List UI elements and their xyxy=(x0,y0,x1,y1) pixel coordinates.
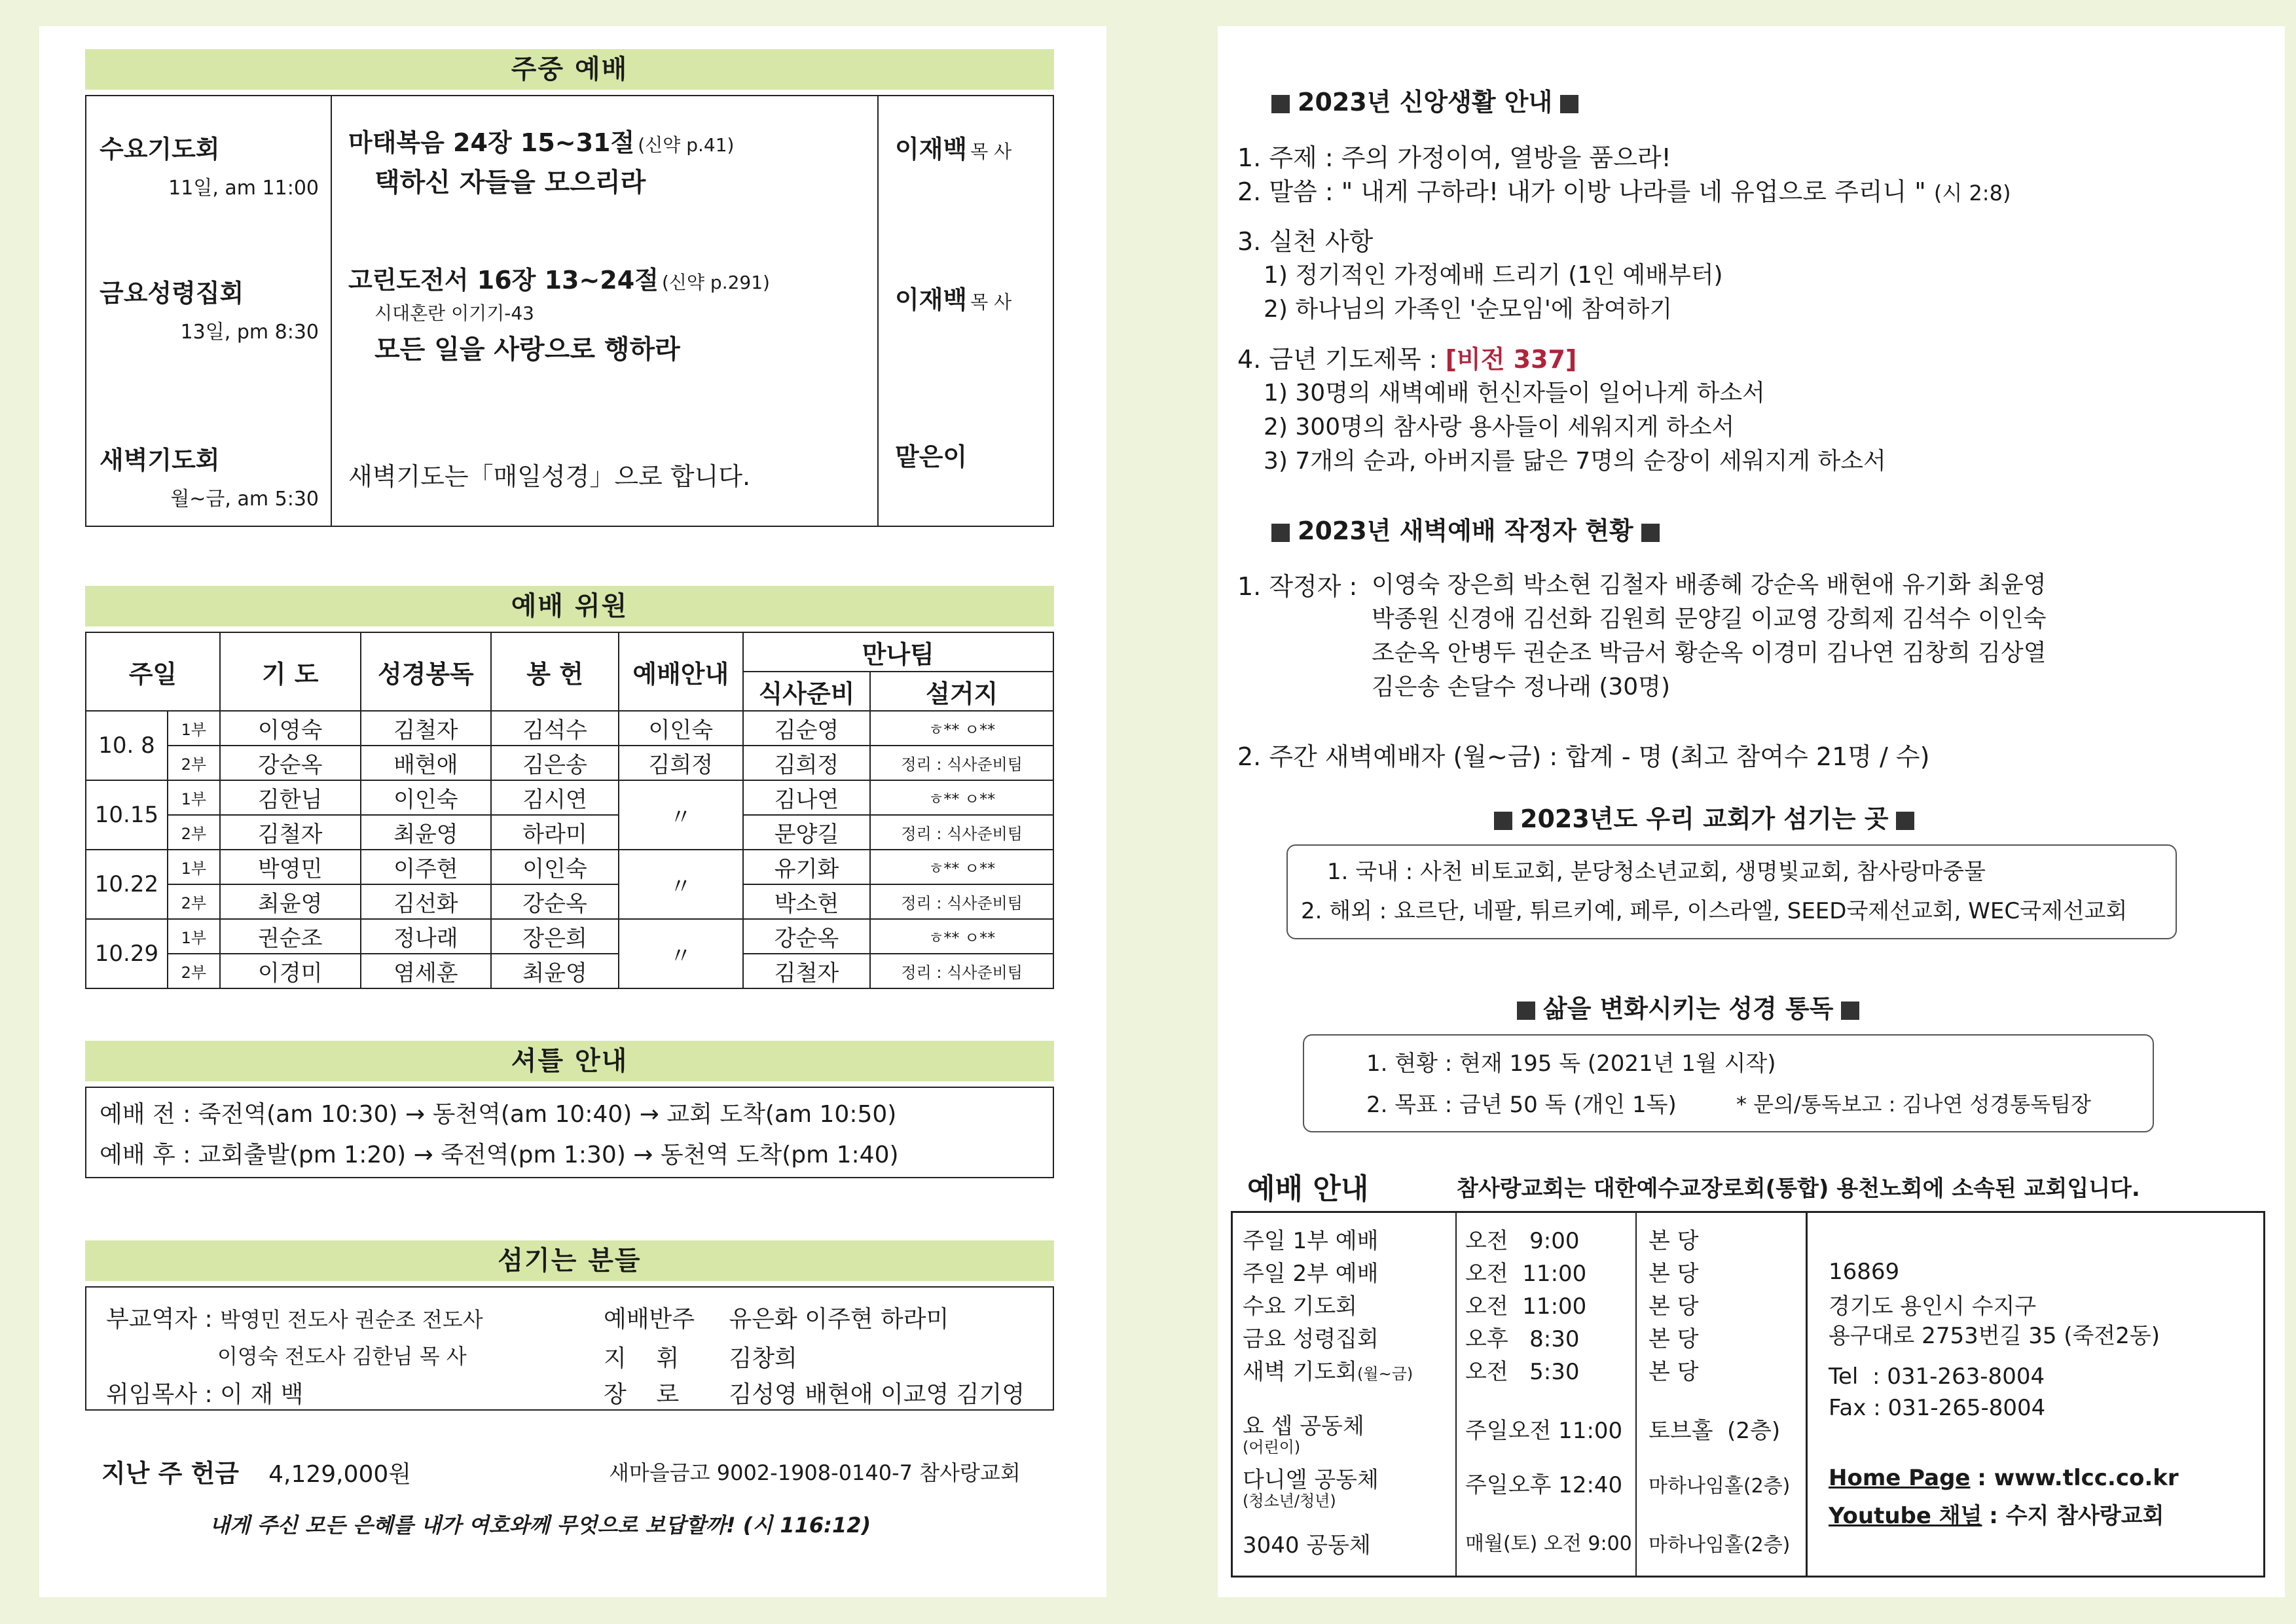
dawn-title: 2023년 새벽예배 작정자 현황 xyxy=(1298,516,1633,545)
offering-cell: 이인숙 xyxy=(491,850,619,884)
bible-goal: 2. 목표 : 금년 50 독 (개인 1독) xyxy=(1366,1092,1677,1118)
faith-word-row xyxy=(1237,171,2011,208)
service-part: 1부 xyxy=(168,919,220,954)
meal-cell: 박소현 xyxy=(743,884,871,919)
prayer-cell: 김한님 xyxy=(220,780,361,815)
offering-cell: 최윤영 xyxy=(491,954,619,988)
week-date: 10.29 xyxy=(86,919,168,988)
practice-item: 1) 정기적인 가정예배 드리기 (1인 예배부터) xyxy=(1264,262,1723,289)
prayer-cell: 권순조 xyxy=(220,919,361,954)
youtube-label: Youtube 채널 xyxy=(1829,1503,1982,1529)
service-time: 13일, pm 8:30 xyxy=(180,321,319,344)
leader-title: 목 사 xyxy=(970,291,1012,313)
weekly-worship-title: 주중 예배 xyxy=(85,49,1054,90)
bible-status: 1. 현황 : 현재 195 독 (2021년 1월 시작) xyxy=(1366,1051,1776,1077)
offering-line xyxy=(101,1453,411,1489)
square-bullet-icon xyxy=(1271,524,1290,542)
assoc-line1: 박영민 전도사 권순조 전도사 xyxy=(220,1307,483,1332)
sermon-series: 시대혼란 이기기-43 xyxy=(374,302,534,324)
faith-title: 2023년 신앙생활 안내 xyxy=(1298,88,1553,117)
church-addr2: 용구대로 2753번길 35 (죽전2동) xyxy=(1829,1323,2160,1349)
service-part: 2부 xyxy=(168,746,220,780)
mission-overseas: 2. 해외 : 요르단, 네팔, 튀르키예, 페루, 이스라엘, SEED국제선교회, WEC국제선교회 xyxy=(1301,898,2128,924)
service-name: 3040 공동체 xyxy=(1243,1532,1371,1559)
servants-section xyxy=(85,1240,1054,1408)
header-prayer: 기 도 xyxy=(220,632,361,711)
shuttle-box xyxy=(85,1087,1054,1178)
service-name: 주일 1부 예배 xyxy=(1243,1228,1379,1254)
mission-title: 2023년도 우리 교회가 섬기는 곳 xyxy=(1520,804,1889,833)
table-row xyxy=(86,954,1053,988)
reading-cell: 배현애 xyxy=(361,746,492,780)
service-time: 주일오전 11:00 xyxy=(1465,1418,1623,1444)
service-time: 주일오후 12:40 xyxy=(1465,1472,1623,1498)
dishes-cell: 정리 : 식사준비팀 xyxy=(870,746,1053,780)
service-time: 오전 9:00 xyxy=(1465,1228,1580,1254)
church-zip: 16869 xyxy=(1829,1259,1900,1285)
left-page xyxy=(39,26,1106,1597)
table-row xyxy=(86,919,1053,954)
service-part: 2부 xyxy=(168,884,220,919)
dishes-cell: ㅎ** ㅇ** xyxy=(870,850,1053,884)
faith-word-ref: (시 2:8) xyxy=(1933,181,2011,206)
header-manna-team: 만나팀 xyxy=(743,632,1053,672)
guide-cell: 이인숙 xyxy=(619,711,743,746)
header-dishes: 설거지 xyxy=(870,672,1053,711)
servants-title: 섬기는 분들 xyxy=(85,1240,1054,1281)
header-guide: 예배안내 xyxy=(619,632,743,711)
leader-name: 이재백 xyxy=(895,285,968,314)
church-fax: Fax : 031-265-8004 xyxy=(1829,1395,2046,1421)
prayer-cell: 최윤영 xyxy=(220,884,361,919)
service-sub: (어린이) xyxy=(1243,1438,1301,1456)
table-row xyxy=(86,746,1053,780)
dishes-cell: 정리 : 식사준비팀 xyxy=(870,954,1053,988)
offering-cell: 하라미 xyxy=(491,815,619,850)
dawn-names: 김은송 손달수 정나래 (30명) xyxy=(1372,674,1670,700)
dawn-title-row xyxy=(1264,511,1667,547)
closing-verse: 내게 주신 모든 은혜를 내가 여호와께 무엇으로 보답할까! (시 116:12) xyxy=(210,1513,871,1538)
meal-cell: 김철자 xyxy=(743,954,871,988)
dishes-cell: ㅎ** ㅇ** xyxy=(870,919,1053,954)
reading-cell: 이주현 xyxy=(361,850,492,884)
square-bullet-icon xyxy=(1494,812,1512,830)
reading-cell: 김철자 xyxy=(361,711,492,746)
service-part: 1부 xyxy=(168,780,220,815)
pastor-label: 위임목사 : xyxy=(106,1381,213,1408)
service-time: 오후 8:30 xyxy=(1465,1326,1580,1352)
service-name: 금요성령집회 xyxy=(100,279,244,308)
service-time: 오전 11:00 xyxy=(1465,1293,1587,1320)
dishes-cell: ㅎ** ㅇ** xyxy=(870,780,1053,815)
offering-amount: 4,129,000원 xyxy=(268,1461,412,1488)
service-title: 예배 안내 xyxy=(1247,1172,1369,1206)
service-time: 매월(토) 오전 9:00 xyxy=(1465,1532,1632,1555)
table-row xyxy=(86,815,1053,850)
service-name: 수요 기도회 xyxy=(1243,1293,1358,1320)
dawn-names: 이영숙 장은희 박소현 김철자 배종혜 강순옥 배현애 유기화 최윤영 xyxy=(1372,571,2047,598)
header-meal: 식사준비 xyxy=(743,672,871,711)
practice-item: 2) 하나님의 가족인 '순모임'에 참여하기 xyxy=(1264,296,1673,323)
right-page xyxy=(1218,26,2285,1597)
service-time: 11일, am 11:00 xyxy=(168,177,319,200)
reading-cell: 최윤영 xyxy=(361,815,492,850)
shuttle-after: 예배 후 : 교회출발(pm 1:20) → 죽전역(pm 1:30) → 동천역 도착(pm 1:40) xyxy=(100,1142,899,1168)
scripture-page: (신약 p.41) xyxy=(638,134,735,156)
service-name: 수요기도회 xyxy=(100,135,220,164)
service-note: 참사랑교회는 대한예수교장로회(통합) 용천노회에 소속된 교회입니다. xyxy=(1457,1176,2140,1202)
dawn-label: 1. 작정자 : xyxy=(1237,572,1358,601)
weekly-worship-section xyxy=(85,49,1054,511)
shuttle-section xyxy=(85,1041,1054,1168)
meal-cell: 김순영 xyxy=(743,711,871,746)
square-bullet-icon xyxy=(1641,524,1660,542)
offering-cell: 강순옥 xyxy=(491,884,619,919)
table-row xyxy=(86,711,1053,746)
church-tel: Tel : 031-263-8004 xyxy=(1829,1363,2045,1390)
weekly-worship-box xyxy=(85,95,1054,527)
table-row xyxy=(86,780,1053,815)
reading-cell: 이인숙 xyxy=(361,780,492,815)
bible-title-row xyxy=(1509,988,1867,1024)
service-sub: (월~금) xyxy=(1357,1365,1413,1383)
pastor-name: 이 재 백 xyxy=(220,1381,304,1408)
sermon-title: 모든 일을 사랑으로 행하라 xyxy=(374,334,680,365)
service-name: 새벽 기도회 xyxy=(1243,1359,1358,1385)
header-reading: 성경봉독 xyxy=(361,632,492,711)
offering-cell: 장은희 xyxy=(491,919,619,954)
reading-cell: 정나래 xyxy=(361,919,492,954)
shuttle-title: 셔틀 안내 xyxy=(85,1041,1054,1081)
service-name: 다니엘 공동체 xyxy=(1243,1467,1379,1493)
assoc-label: 부교역자 : xyxy=(106,1306,213,1333)
dawn-weekly: 2. 주간 새벽예배자 (월~금) : 합계 - 명 (최고 참여수 21명 / 수) xyxy=(1237,742,1930,771)
faith-theme: 1. 주제 : 주의 가정이여, 열방을 품으라! xyxy=(1237,143,1671,172)
leader-name: 이재백 xyxy=(895,135,968,164)
service-name: 요 셉 공동체 xyxy=(1243,1413,1364,1439)
mission-domestic: 1. 국내 : 사천 비토교회, 분당청소년교회, 생명빛교회, 참사랑마중물 xyxy=(1327,859,1986,885)
service-place: 본 당 xyxy=(1649,1359,1699,1385)
leader-title: 목 사 xyxy=(970,141,1012,162)
service-place: 마하나임홀(2층) xyxy=(1649,1534,1791,1557)
dawn-names: 박종원 신경애 김선화 김원희 문양길 이교영 강희제 김석수 이인숙 xyxy=(1372,605,2047,632)
prayer-cell: 이영숙 xyxy=(220,711,361,746)
scripture: 고린도전서 16장 13~24절 xyxy=(348,266,659,295)
bible-contact: * 문의/통독보고 : 김나연 성경통독팀장 xyxy=(1736,1092,2091,1117)
reading-cell: 김선화 xyxy=(361,884,492,919)
service-box xyxy=(1231,1211,2265,1578)
guide-cell: 〃 xyxy=(619,850,743,919)
worship-members-title: 예배 위원 xyxy=(85,586,1054,626)
assoc-line2: 이영숙 전도사 김한님 목 사 xyxy=(217,1344,467,1369)
header-offering: 봉 헌 xyxy=(491,632,619,711)
offering-cell: 김은송 xyxy=(491,746,619,780)
meal-cell: 유기화 xyxy=(743,850,871,884)
square-bullet-icon xyxy=(1841,1001,1859,1020)
service-part: 2부 xyxy=(168,954,220,988)
servants-box xyxy=(85,1286,1054,1411)
guide-cell: 〃 xyxy=(619,780,743,850)
service-part: 1부 xyxy=(168,711,220,746)
prayer-cell: 강순옥 xyxy=(220,746,361,780)
week-date: 10.22 xyxy=(86,850,168,919)
service-place: 마하나임홀(2층) xyxy=(1649,1475,1791,1498)
service-place: 토브홀 (2층) xyxy=(1649,1418,1781,1444)
faith-practice: 3. 실천 사항 xyxy=(1237,227,1374,256)
service-part: 1부 xyxy=(168,850,220,884)
dishes-cell: 정리 : 식사준비팀 xyxy=(870,815,1053,850)
church-addr1: 경기도 용인시 수지구 xyxy=(1829,1293,2037,1320)
service-time: 오전 11:00 xyxy=(1465,1261,1587,1287)
square-bullet-icon xyxy=(1896,812,1914,830)
meal-cell: 강순옥 xyxy=(743,919,871,954)
service-sub: (청소년/청년) xyxy=(1243,1492,1336,1510)
service-name: 주일 2부 예배 xyxy=(1243,1261,1379,1287)
offering-account: 새마을금고 9002-1908-0140-7 참사랑교회 xyxy=(609,1460,1021,1485)
bible-title: 삶을 변화시키는 성경 통독 xyxy=(1543,994,1834,1023)
vision-label: [비전 337] xyxy=(1445,345,1577,374)
square-bullet-icon xyxy=(1271,95,1290,113)
prayer-item: 3) 7개의 순과, 아버지를 닮은 7명의 순장이 세워지게 하소서 xyxy=(1264,448,1886,475)
worship-members-table xyxy=(85,632,1054,989)
faith-word: 2. 말씀 : " 내게 구하라! 내가 이방 나라를 네 유업으로 주리니 " xyxy=(1237,177,1926,206)
guide-cell: 〃 xyxy=(619,919,743,988)
meal-cell: 문양길 xyxy=(743,815,871,850)
service-place: 본 당 xyxy=(1649,1228,1699,1254)
reading-cell: 염세훈 xyxy=(361,954,492,988)
homepage-label: Home Page xyxy=(1829,1465,1971,1491)
dawn-names: 조순옥 안병두 권순조 박금서 황순옥 이경미 김나연 김창희 김상열 xyxy=(1372,640,2047,666)
header-sunday: 주일 xyxy=(86,632,220,711)
homepage-link[interactable]: : www.tlcc.co.kr xyxy=(1977,1465,2179,1491)
youtube-link[interactable]: : 수지 참사랑교회 xyxy=(1989,1503,2164,1529)
shuttle-before: 예배 전 : 죽전역(am 10:30) → 동천역(am 10:40) → 교회 도착(am 10:50) xyxy=(100,1101,897,1128)
service-name: 새벽기도회 xyxy=(100,446,220,475)
offering-cell: 김석수 xyxy=(491,711,619,746)
accomp-label: 예배반주 xyxy=(604,1306,695,1333)
conductor-name: 김창희 xyxy=(729,1345,797,1372)
mission-box xyxy=(1286,844,2177,939)
service-place: 본 당 xyxy=(1649,1326,1699,1352)
service-time: 오전 5:30 xyxy=(1465,1359,1580,1385)
faith-title-row xyxy=(1264,82,1586,118)
accomp-names: 유은화 이주현 하라미 xyxy=(729,1306,949,1333)
table-row xyxy=(86,850,1053,884)
bible-box xyxy=(1303,1034,2154,1132)
week-date: 10.15 xyxy=(86,780,168,850)
service-time: 월~금, am 5:30 xyxy=(170,488,319,511)
elder-label: 장 로 xyxy=(604,1381,680,1408)
worship-members-section xyxy=(85,586,1054,986)
week-date: 10. 8 xyxy=(86,711,168,780)
prayer-cell: 김철자 xyxy=(220,815,361,850)
prayer-item: 1) 30명의 새벽예배 헌신자들이 일어나게 하소서 xyxy=(1264,380,1765,406)
square-bullet-icon xyxy=(1517,1001,1535,1020)
prayer-item: 2) 300명의 참사랑 용사들이 세워지게 하소서 xyxy=(1264,414,1735,441)
leader-name: 맡은이 xyxy=(895,442,968,471)
elder-names: 김성영 배현애 이교영 김기영 xyxy=(729,1381,1025,1408)
table-row xyxy=(86,884,1053,919)
prayer-label: 4. 금년 기도제목 : xyxy=(1237,345,1438,374)
sermon-title: 택하신 자들을 모으리라 xyxy=(374,168,646,198)
offering-label: 지난 주 헌금 xyxy=(101,1459,239,1488)
prayer-cell: 이경미 xyxy=(220,954,361,988)
service-name: 금요 성령집회 xyxy=(1243,1326,1379,1352)
meal-cell: 김나연 xyxy=(743,780,871,815)
service-place: 본 당 xyxy=(1649,1293,1699,1320)
square-bullet-icon xyxy=(1560,95,1578,113)
dishes-cell: 정리 : 식사준비팀 xyxy=(870,884,1053,919)
scripture: 마태복음 24장 15~31절 xyxy=(348,128,635,157)
dawn-prayer-note: 새벽기도는「매일성경」으로 합니다. xyxy=(348,462,751,491)
mission-title-row xyxy=(1486,799,1922,835)
meal-cell: 김희정 xyxy=(743,746,871,780)
conductor-label: 지 휘 xyxy=(604,1345,680,1372)
service-place: 본 당 xyxy=(1649,1261,1699,1287)
scripture-page: (신약 p.291) xyxy=(662,272,770,293)
service-part: 2부 xyxy=(168,815,220,850)
prayer-row xyxy=(1237,339,1576,375)
offering-cell: 김시연 xyxy=(491,780,619,815)
dishes-cell: ㅎ** ㅇ** xyxy=(870,711,1053,746)
prayer-cell: 박영민 xyxy=(220,850,361,884)
guide-cell: 김희정 xyxy=(619,746,743,780)
